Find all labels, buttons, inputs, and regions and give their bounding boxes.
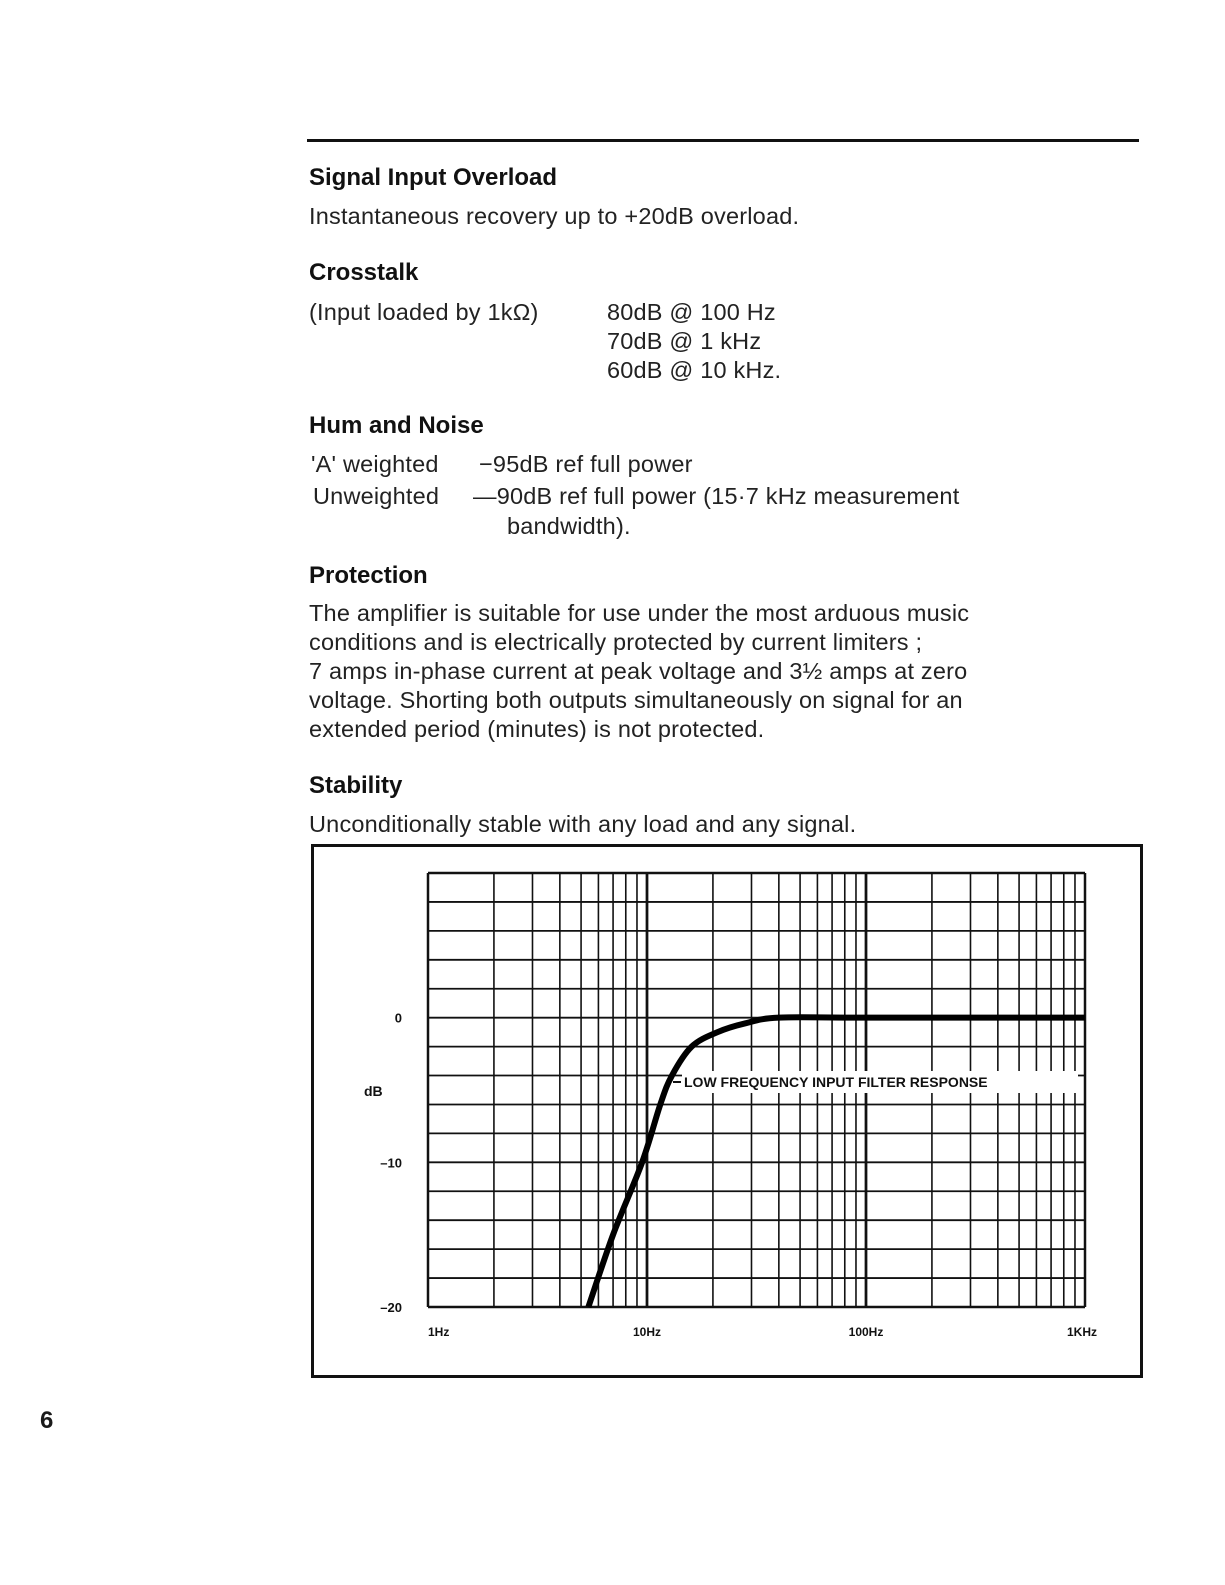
- x-tick-label: 10Hz: [632, 1325, 662, 1339]
- y-tick-label: 0: [394, 1010, 402, 1026]
- y-tick-label: –10: [380, 1155, 402, 1171]
- chart-annotation: LOW FREQUENCY INPUT FILTER RESPONSE: [684, 1074, 988, 1090]
- x-tick-label: 1KHz: [1066, 1325, 1097, 1339]
- chart-frame: [311, 844, 1143, 1378]
- page-number: 6: [40, 1407, 54, 1434]
- overload-text: Instantaneous recovery up to +20dB overload.: [309, 203, 800, 229]
- x-tick-label: 1Hz: [428, 1325, 450, 1339]
- heading-protection: Protection: [309, 562, 428, 589]
- crosstalk-value: 60dB @ 10 kHz.: [607, 357, 782, 383]
- a-weighted-label: 'A' weighted: [311, 451, 439, 477]
- heading-hum-and-noise: Hum and Noise: [309, 412, 484, 439]
- crosstalk-value: 70dB @ 1 kHz: [607, 328, 762, 354]
- unweighted-value-cont: bandwidth).: [507, 513, 631, 539]
- protection-line: voltage. Shorting both outputs simultaneously on signal for an: [309, 687, 963, 713]
- unweighted-label: Unweighted: [313, 483, 440, 509]
- x-tick-label: 100Hz: [848, 1325, 884, 1339]
- heading-crosstalk: Crosstalk: [309, 259, 419, 286]
- heading-stability: Stability: [309, 772, 403, 799]
- unweighted-value: —90dB ref full power (15·7 kHz measurement: [473, 483, 960, 509]
- crosstalk-condition: (Input loaded by 1kΩ): [309, 299, 539, 325]
- frequency-response-chart: [314, 847, 1140, 1375]
- crosstalk-value: 80dB @ 100 Hz: [607, 299, 776, 325]
- heading-signal-input-overload: Signal Input Overload: [309, 164, 558, 191]
- top-rule: [307, 139, 1139, 142]
- protection-line: conditions and is electrically protected by current limiters ;: [309, 629, 923, 655]
- stability-text: Unconditionally stable with any load and any signal.: [309, 811, 857, 837]
- y-axis-label: dB: [364, 1083, 383, 1099]
- protection-line: 7 amps in-phase current at peak voltage and 3½ amps at zero: [309, 658, 968, 684]
- y-tick-label: –20: [380, 1300, 402, 1315]
- protection-line: The amplifier is suitable for use under the most arduous music: [309, 600, 970, 626]
- protection-line: extended period (minutes) is not protected.: [309, 716, 765, 742]
- chart-ticks: [380, 1011, 1097, 1339]
- a-weighted-value: −95dB ref full power: [479, 451, 693, 477]
